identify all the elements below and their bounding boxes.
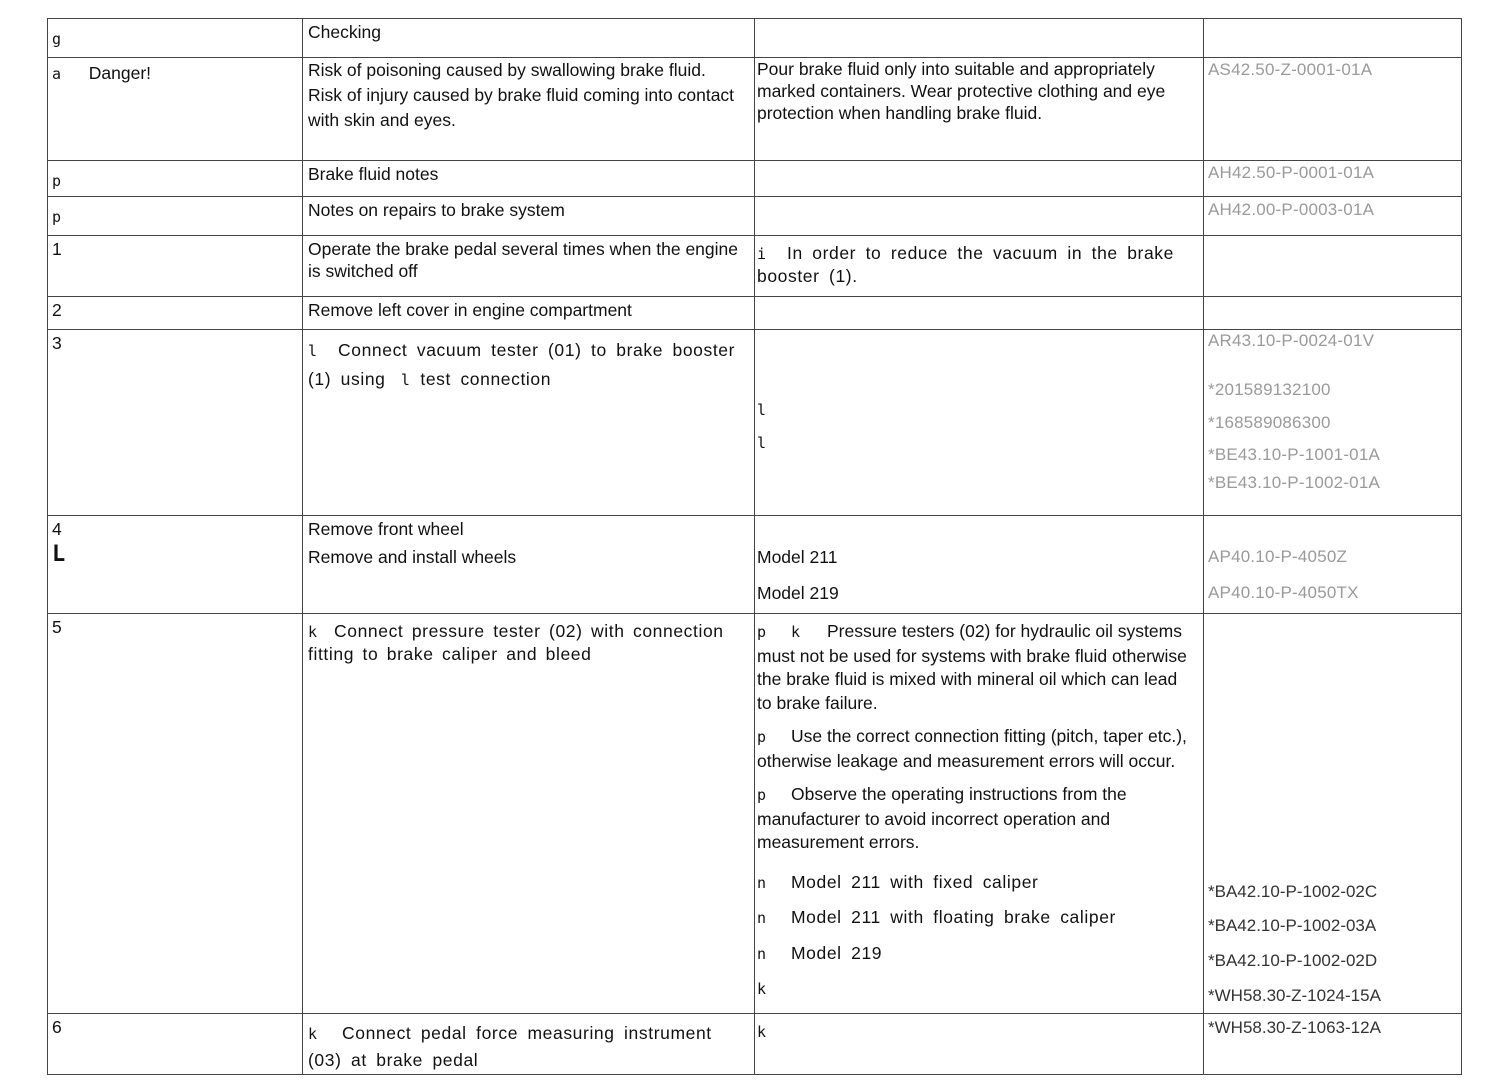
- table-row-step-3: [48, 330, 1462, 516]
- step-5-note-1: Use the correct connection fitting (pitch, taper etc.), otherwise leakage and measurement errors will occur.: [757, 726, 1187, 771]
- step-3-tool-icon-c: l: [757, 401, 767, 419]
- repair-notes-marker: p: [52, 208, 62, 226]
- step-4-subtext: Remove and install wheels: [308, 547, 517, 567]
- step-3-number: 3: [52, 333, 62, 353]
- step-4-link-icon: L: [52, 542, 66, 567]
- step-5-item-3: Model 219: [791, 942, 883, 963]
- step-6-ref-link[interactable]: *WH58.30-Z-1063-12A: [1208, 1018, 1381, 1037]
- repair-notes-text: Notes on repairs to brake system: [308, 200, 565, 220]
- step-5-warning-text: Pressure testers (02) for hydraulic oil systems must not be used for systems with brake fluid otherwise the brake fluid is mixed with mineral oil which can lead to brake failure.: [757, 621, 1187, 713]
- step-3-tool-icon-a: l: [308, 342, 318, 360]
- step-5-note-2: Observe the operating instructions from the manufacturer to avoid incorrect operation and measurement errors.: [757, 784, 1127, 852]
- danger-ref-link[interactable]: AS42.50-Z-0001-01A: [1208, 60, 1373, 79]
- step-5-item-2-icon: n: [757, 908, 767, 927]
- step-3-ref-link-4[interactable]: *BE43.10-P-1001-01A: [1208, 445, 1381, 464]
- step-6-number: 6: [52, 1017, 62, 1037]
- step-5-text: Connect pressure tester (02) with connection fitting to brake caliper and bleed: [308, 621, 724, 664]
- table-row-step-6: [48, 1014, 1462, 1075]
- step-4-number: 4: [52, 519, 62, 539]
- step-4-model-1: Model 211: [757, 547, 838, 567]
- step-3-ref-link-5[interactable]: *BE43.10-P-1002-01A: [1208, 473, 1381, 492]
- checking-title: Checking: [308, 22, 381, 42]
- danger-marker: a: [52, 65, 62, 83]
- step-3-ref-link-2[interactable]: *201589132100: [1208, 380, 1331, 399]
- procedure-table: [47, 18, 1462, 1075]
- brake-fluid-notes-marker: p: [52, 172, 62, 190]
- step-4-text: Remove front wheel: [308, 519, 464, 539]
- step-4-ref-link-2[interactable]: AP40.10-P-4050TX: [1208, 583, 1359, 602]
- step-5-note-2-icon: p: [757, 786, 767, 804]
- procedure-page: [47, 18, 1462, 1075]
- step-3-ref-link-1[interactable]: AR43.10-P-0024-01V: [1208, 331, 1375, 350]
- step-5-ref-link-3[interactable]: *BA42.10-P-1002-02D: [1208, 951, 1378, 970]
- table-row-step-1: [48, 236, 1462, 297]
- step-3-tool-icon-d: l: [757, 434, 767, 452]
- danger-label: Danger!: [88, 63, 152, 83]
- step-6-tool-icon: k: [308, 1025, 318, 1043]
- brake-fluid-notes-text: Brake fluid notes: [308, 164, 439, 184]
- step-1-note: In order to reduce the vacuum in the brake booster (1).: [757, 243, 1174, 286]
- step-5-tool-icon-3: k: [757, 979, 767, 998]
- table-row-step-4: [48, 516, 1462, 614]
- brake-fluid-notes-ref-link[interactable]: AH42.50-P-0001-01A: [1208, 163, 1375, 182]
- step-6-text: Connect pedal force measuring instrument (03) at brake pedal: [308, 1023, 712, 1070]
- table-row-step-2: [48, 297, 1462, 330]
- step-5-note-1-icon: p: [757, 728, 767, 746]
- step-2-number: 2: [52, 300, 62, 320]
- step-5-tool-icon: k: [308, 623, 318, 641]
- step-1-text: Operate the brake pedal several times when the engine is switched off: [308, 239, 738, 281]
- danger-measure-text: Pour brake fluid only into suitable and appropriately marked containers. Wear protective clothing and eye protection when handling brake fluid.: [757, 59, 1166, 123]
- step-3-text-a: Connect vacuum tester (01) to brake booster (1) using: [308, 340, 736, 389]
- step-5-warning-icon: p: [757, 623, 767, 641]
- checking-marker: g: [52, 30, 62, 48]
- step-3-tool-icon-b: l: [400, 371, 410, 389]
- step-3-ref-link-3[interactable]: *168589086300: [1208, 413, 1331, 432]
- step-5-tool-icon-2: k: [791, 623, 801, 641]
- step-5-item-3-icon: n: [757, 944, 767, 963]
- table-row-checking: [48, 19, 1462, 58]
- step-5-item-1-icon: n: [757, 873, 767, 892]
- danger-risk-text: Risk of poisoning caused by swallowing brake fluid. Risk of injury caused by brake fluid coming into contact with skin and eyes.: [308, 60, 735, 130]
- step-5-item-2: Model 211 with floating brake caliper: [791, 906, 1116, 927]
- step-6-tool-icon-2: k: [757, 1023, 767, 1041]
- step-1-number: 1: [52, 239, 62, 259]
- step-5-item-1: Model 211 with fixed caliper: [791, 871, 1039, 892]
- table-row-danger: [48, 58, 1462, 161]
- step-4-ref-link-1[interactable]: AP40.10-P-4050Z: [1208, 547, 1348, 566]
- table-row-repair-notes: [48, 197, 1462, 236]
- table-row-step-5: [48, 614, 1462, 1014]
- step-5-number: 5: [52, 617, 62, 637]
- step-3-text-b: test connection: [420, 369, 552, 389]
- step-5-ref-link-4[interactable]: *WH58.30-Z-1024-15A: [1208, 986, 1381, 1005]
- table-row-brake-fluid-notes: [48, 161, 1462, 197]
- step-5-ref-link-2[interactable]: *BA42.10-P-1002-03A: [1208, 916, 1377, 935]
- step-2-text: Remove left cover in engine compartment: [308, 300, 632, 320]
- step-4-model-2: Model 219: [757, 583, 839, 603]
- repair-notes-ref-link[interactable]: AH42.00-P-0003-01A: [1208, 200, 1375, 219]
- step-5-ref-link-1[interactable]: *BA42.10-P-1002-02C: [1208, 882, 1378, 901]
- step-1-info-icon: i: [757, 245, 767, 263]
